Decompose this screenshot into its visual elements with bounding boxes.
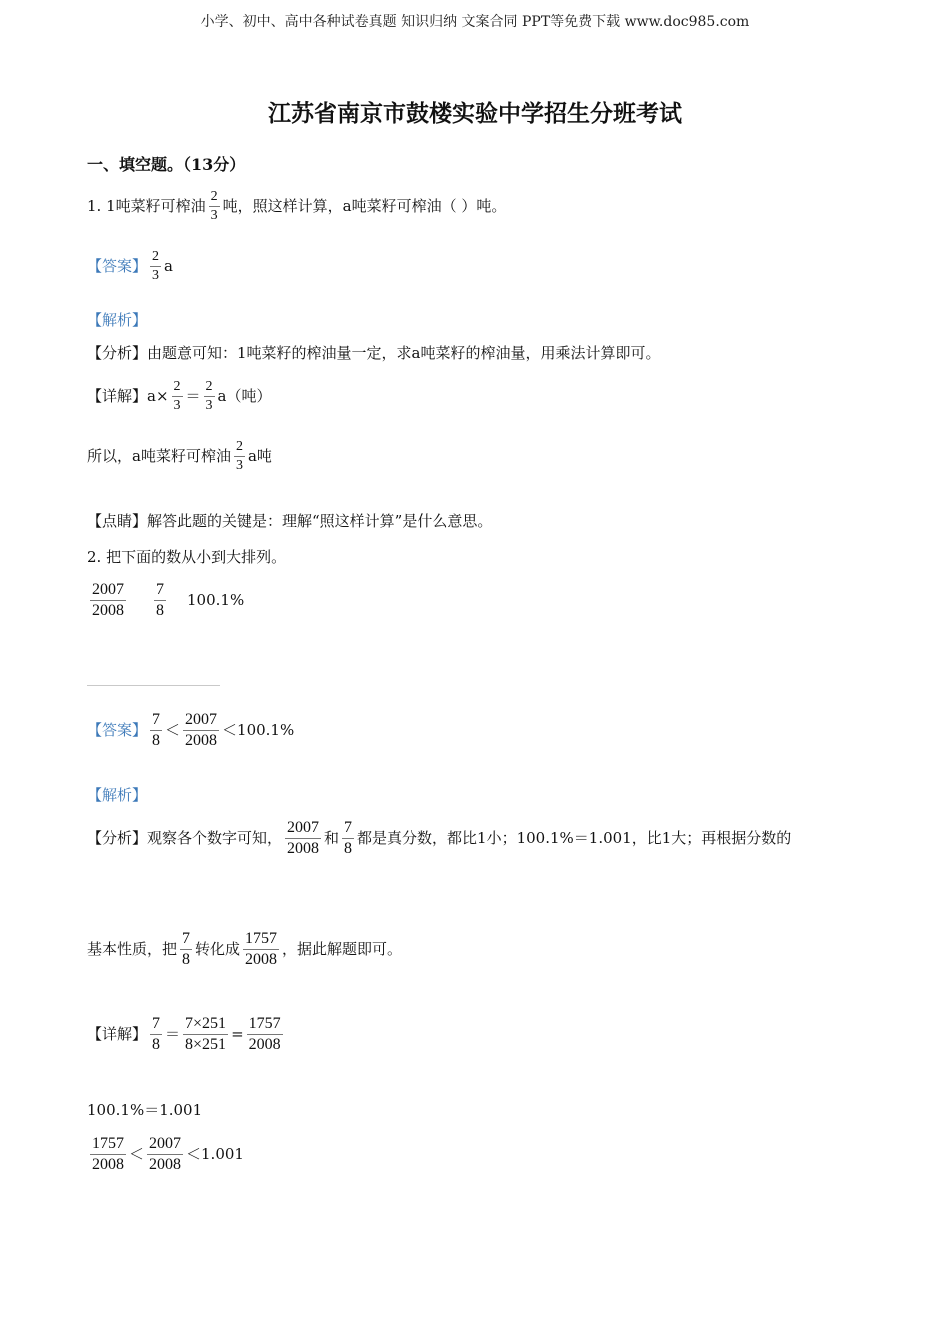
fraction-numerator: 2 [234, 440, 245, 457]
q2-answer-fraction-1 [150, 712, 162, 749]
fraction-denominator: 2008 [248, 1036, 281, 1053]
q2-detail [87, 1016, 286, 1053]
detail-label: 【详解】 [87, 1025, 148, 1043]
fenxi-and: 和 [324, 829, 340, 847]
fenxi-label: 【分析】 [87, 344, 148, 362]
fraction-numerator: 2 [209, 190, 220, 207]
detail-label: 【详解】 [87, 387, 148, 405]
q2-analysis-label: 【解析】 [87, 786, 148, 804]
fenxi-text: 由题意可知：1吨菜籽的榨油量一定，求a吨菜籽的榨油量，用乘法计算即可。 [147, 344, 661, 362]
fraction-denominator: 8 [182, 951, 191, 968]
fraction-denominator: 2008 [92, 1156, 124, 1173]
section-heading: 一、填空题。（13分） [87, 155, 246, 174]
fraction-denominator: 3 [173, 398, 181, 413]
fraction-numerator: 2007 [183, 712, 219, 731]
q1-analysis-label: 【解析】 [87, 311, 148, 329]
fraction-numerator: 1757 [90, 1136, 126, 1155]
fraction-numerator: 2 [204, 380, 215, 397]
q1-detail-fraction-1 [172, 380, 183, 413]
fraction-numerator: 2 [172, 380, 183, 397]
fraction-denominator: 3 [235, 458, 243, 473]
detail-a: a× [147, 387, 169, 405]
q1-stem-post: 吨，照这样计算，a吨菜籽可榨油（ ）吨。 [222, 197, 507, 215]
q2-fenxi-fraction-1 [285, 820, 321, 857]
fraction-denominator: 3 [152, 268, 160, 283]
q2-percent-conversion: 100.1%＝1.001 [87, 1101, 203, 1119]
fraction-denominator: 2008 [149, 1156, 182, 1173]
q1-detail [87, 380, 272, 413]
q2-detail-fraction-1 [150, 1016, 162, 1053]
q2-answer-fraction-2 [183, 712, 219, 749]
q2-fenxi [87, 820, 791, 857]
q1-stem-fraction [209, 190, 220, 223]
answer-less-than: ＜ [165, 721, 181, 739]
conclusion-tail: a吨 [247, 447, 272, 465]
fraction-denominator: 8 [156, 602, 164, 619]
q2-detail-fraction-3 [247, 1016, 283, 1053]
fenxi-label: 【分析】 [87, 829, 148, 847]
fraction-numerator: 7 [342, 820, 354, 839]
fraction-numerator: 7 [180, 931, 192, 950]
answer-label: 【答案】 [87, 257, 148, 275]
fraction-denominator: 3 [205, 398, 213, 413]
q2-detail-fraction-2 [183, 1016, 228, 1053]
q1-fenxi [87, 346, 661, 361]
q1-detail-fraction-2 [204, 380, 215, 413]
q1-stem-pre: 1. 1吨菜籽可榨油 [87, 197, 206, 215]
fraction-denominator: 8×251 [185, 1036, 227, 1053]
q1-answer-fraction [150, 250, 161, 283]
dianjing-label: 【点睛】 [87, 512, 148, 530]
final-less-than: ＜ [129, 1145, 145, 1163]
fraction-denominator: 8 [152, 732, 161, 749]
fraction-denominator: 8 [152, 1036, 161, 1053]
basic-pre: 基本性质，把 [87, 940, 178, 958]
fenxi-text-b: 都是真分数，都比1小；100.1%＝1.001，比1大；再根据分数的 [357, 829, 792, 847]
answer-label: 【答案】 [87, 721, 148, 739]
fraction-denominator: 3 [210, 208, 218, 223]
fraction-numerator: 2 [150, 250, 161, 267]
answer-tail: ＜100.1% [222, 721, 295, 739]
page-title: 江苏省南京市鼓楼实验中学招生分班考试 [268, 100, 682, 127]
q2-final-fraction-2 [147, 1136, 183, 1173]
q2-final-fraction-1 [90, 1136, 126, 1173]
fraction-numerator: 7×251 [183, 1016, 228, 1035]
q2-basic-fraction-1 [180, 931, 192, 968]
detail-equals: ＝ [185, 387, 201, 405]
fraction-numerator: 1757 [247, 1016, 283, 1035]
fraction-numerator: 2007 [90, 582, 126, 601]
detail-equals-1: ＝ [165, 1025, 181, 1043]
fraction-numerator: 7 [150, 712, 162, 731]
fraction-denominator: 2008 [245, 951, 278, 968]
fraction-denominator: 2008 [287, 840, 320, 857]
q2-item-3: 100.1% [187, 591, 245, 609]
page-header: 小学、初中、高中各种试卷真题 知识归纳 文案合同 PPT等免费下载 www.doc985.com [200, 14, 750, 30]
answer-divider [87, 685, 220, 686]
detail-tail: a（吨） [217, 387, 272, 405]
detail-equals-2: = [231, 1025, 244, 1043]
fraction-denominator: 2008 [185, 732, 218, 749]
q2-basic-property [87, 931, 402, 968]
fraction-numerator: 7 [150, 1016, 162, 1035]
q2-item-fraction-1 [90, 582, 126, 619]
fraction-numerator: 7 [154, 582, 166, 601]
fraction-denominator: 8 [344, 840, 353, 857]
dianjing-text: 解答此题的关键是：理解“照这样计算”是什么意思。 [147, 512, 493, 530]
fraction-numerator: 1757 [243, 931, 279, 950]
basic-tail: ，据此解题即可。 [282, 940, 403, 958]
q1-dianjing [87, 514, 492, 529]
q2-final-comparison [87, 1136, 244, 1173]
q2-stem: 2. 把下面的数从小到大排列。 [87, 548, 287, 566]
q1-conclusion-fraction [234, 440, 245, 473]
q1-conclusion [87, 440, 272, 473]
q2-item-fraction-2 [154, 582, 166, 619]
q1-stem [87, 190, 506, 223]
final-tail: ＜1.001 [186, 1145, 244, 1163]
basic-mid: 转化成 [195, 940, 241, 958]
q2-answer [87, 712, 294, 749]
fraction-numerator: 2007 [147, 1136, 183, 1155]
fraction-numerator: 2007 [285, 820, 321, 839]
q1-answer [87, 250, 173, 283]
q2-basic-fraction-2 [243, 931, 279, 968]
q2-items [87, 582, 244, 619]
fenxi-text-a: 观察各个数字可知， [147, 829, 283, 847]
q2-fenxi-fraction-2 [342, 820, 354, 857]
conclusion-pre: 所以，a吨菜籽可榨油 [87, 447, 231, 465]
fraction-denominator: 2008 [92, 602, 124, 619]
q1-answer-tail: a [164, 257, 173, 275]
